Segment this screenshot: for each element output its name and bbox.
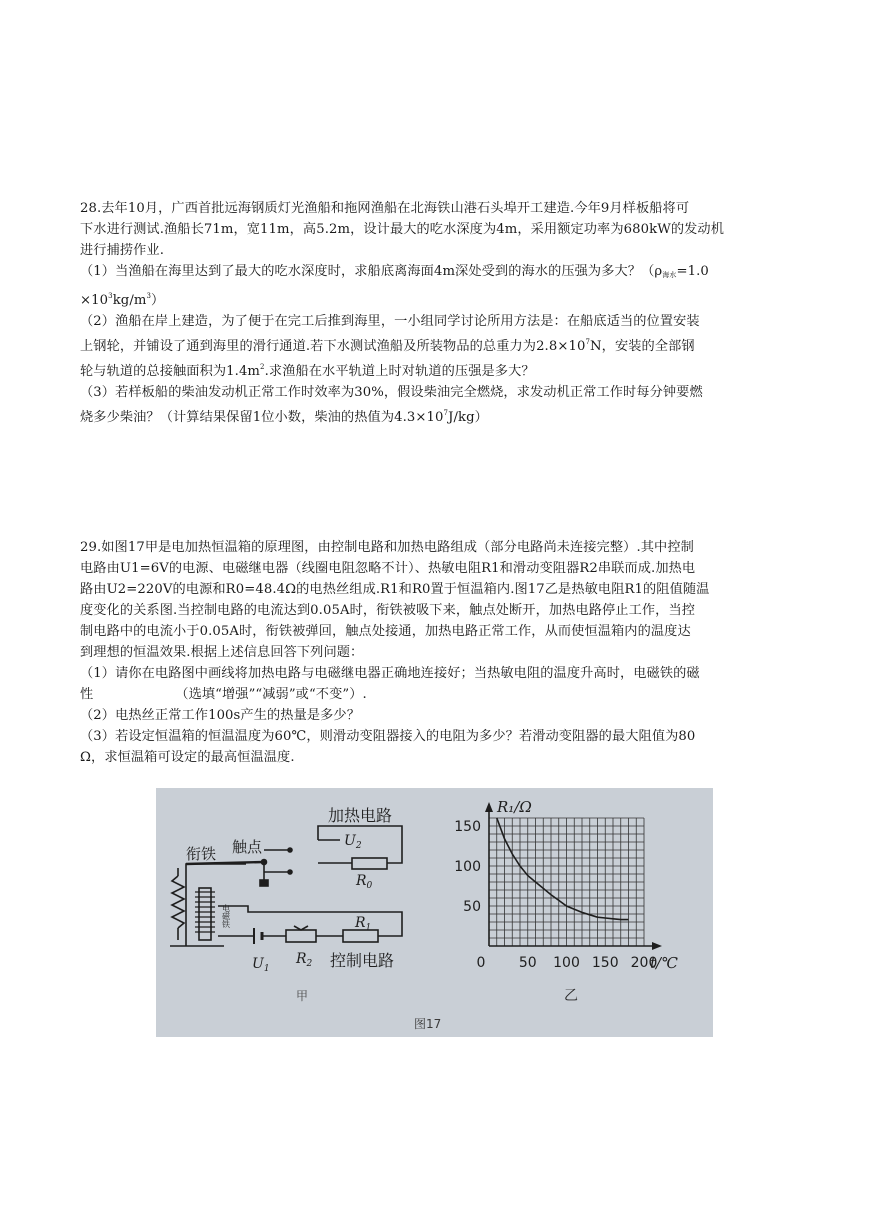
r0-label: $R_0$: [356, 873, 373, 891]
terminal-a-icon: [288, 848, 292, 852]
q28-part1-line-1: （1）当渔船在海里达到了最大的吃水深度时，求船底离海面4m深处受到的海水的压强为多大？（$\rho_{海水}=1.0$: [80, 264, 709, 279]
q28-block: [80, 198, 792, 428]
terminal-b-icon: [288, 870, 292, 874]
chart-grid: [489, 818, 644, 946]
q29-part1-line-1: （1）请你在电路图中画线将加热电路与电磁继电器正确地连接好；当热敏电阻的温度升高时，电磁铁的磁: [80, 666, 700, 681]
x-axis-label: t/℃: [650, 954, 678, 972]
figure-17: [156, 788, 713, 1037]
q28-part3-line-1: （3）若样板船的柴油发动机正常工作时效率为30%，假设柴油完全燃烧，求发动机正常工作时每分钟要燃: [80, 385, 703, 400]
q29-line-2: 电路由U1=6V的电源、电磁继电器（线圈电阻忽略不计）、热敏电阻R1和滑动变阻器R2串联而成.加热电: [80, 561, 696, 576]
q28-part2-line-3: 轮与轨道的总接触面积为$1.4m^2$.求渔船在水平轨道上时对轨道的压强是多大？: [80, 363, 535, 379]
y-tick-label: 50: [463, 899, 481, 915]
circuit-caption: 甲: [296, 989, 309, 1003]
graph-caption: 乙: [564, 988, 578, 1004]
heating-circuit-label: 加热电路: [328, 806, 393, 825]
x-tick-label: 100: [553, 955, 580, 971]
q29-line-4: 度变化的关系图.当控制电路的电流达到0.05A时，衔铁被吸下来，触点处断开，加热电路停止工作，当控: [80, 603, 696, 618]
q29-part1-line-2: 性 （选填“增强”“减弱”或“不变”）.: [80, 687, 367, 702]
u2-label: $U_2$: [344, 833, 362, 851]
figure-background: [156, 788, 713, 1037]
r2-label: $R_2$: [296, 951, 313, 969]
y-axis-label: R₁/Ω: [497, 798, 532, 816]
q28-part2-line-2: 上钢轮，并铺设了通到海里的滑行通道.若下水测试渔船及所装物品的总重力为$2.8\times 10^7N$，安装的全部钢: [80, 338, 695, 354]
y-tick-label: 150: [454, 819, 481, 835]
armature-label: 衔铁: [186, 845, 217, 863]
figure-17-svg: [156, 788, 713, 1037]
q28-intro-line-3: 进行捕捞作业.: [80, 243, 165, 258]
q28-part3-line-2: 烧多少柴油？（计算结果保留1位小数，柴油的热值为$4.3\times 10^7J/kg$）: [80, 409, 488, 425]
electromagnet-label: 电磁铁: [221, 904, 231, 928]
q28-intro-line-1: 28.去年10月，广西首批远海钢质灯光渔船和拖网渔船在北海铁山港石头埠开工建造.今年9月样板船将可: [80, 201, 690, 216]
q29-line-6: 到理想的恒温效果.根据上述信息回答下列问题：: [80, 645, 364, 660]
q29-part3-line-2: Ω，求恒温箱可设定的最高恒温温度.: [80, 750, 295, 765]
contact-bottom-icon: [260, 880, 268, 886]
q28-part1-line-2: $\times 10^3kg/m^3$）: [80, 292, 165, 308]
x-tick-label: 0: [476, 955, 486, 971]
y-tick-label: 100: [454, 859, 481, 875]
q29-line-5: 制电路中的电流小于0.05A时，衔铁被弹回，触点处接通，加热电路正常工作，从而使恒温箱内的温度达: [80, 624, 691, 639]
control-circuit-label: 控制电路: [330, 951, 395, 970]
q28-part2-line-1: （2）渔船在岸上建造，为了便于在完工后推到海里，一小组同学讨论所用方法是：在船底适当的位置安装: [80, 314, 700, 329]
r1-label: $R_1$: [355, 915, 372, 933]
q28-intro-line-2: 下水进行测试.渔船长71m，宽11m，高5.2m，设计最大的吃水深度为4m，采用额定功率为680kW的发动机: [80, 222, 724, 237]
q29-block: [80, 537, 792, 768]
q29-part2: （2）电热丝正常工作100s产生的热量是多少？: [80, 708, 361, 723]
q29-part3-line-1: （3）若设定恒温箱的恒温温度为60℃，则滑动变阻器接入的电阻为多少？若滑动变阻器的最大阻值为80: [80, 729, 696, 744]
contact-label: 触点: [232, 838, 263, 856]
q29-line-1: 29.如图17甲是电加热恒温箱的原理图，由控制电路和加热电路组成（部分电路尚未连接完整）.其中控制: [80, 540, 694, 555]
figure-caption: 图17: [414, 1017, 442, 1031]
rho-subscript: 海水: [662, 271, 677, 279]
x-tick-label: 150: [591, 955, 619, 971]
x-tick-label: 50: [518, 955, 537, 971]
u1-label: $U_1$: [252, 956, 270, 974]
x-tick-label: 200: [630, 955, 658, 971]
q29-line-3: 路由U2=220V的电源和R0=48.4Ω的电热丝组成.R1和R0置于恒温箱内.图17乙是热敏电阻R1的阻值随温: [80, 582, 710, 597]
